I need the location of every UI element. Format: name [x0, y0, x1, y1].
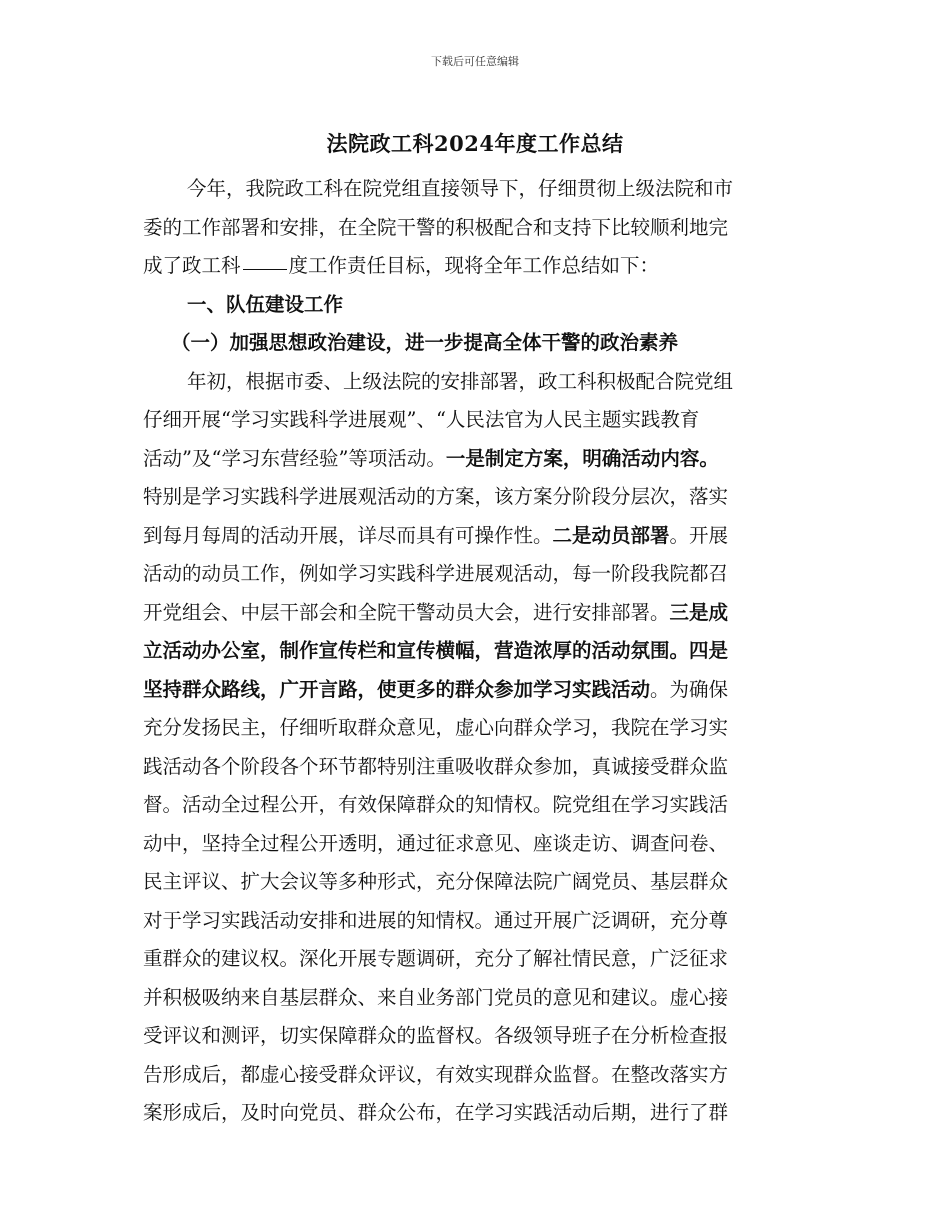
body-line-8: [143, 632, 810, 671]
intro-text-2: 委的工作部署和安排，在全院干警的积极配合和支持下比较顺利地完: [143, 215, 729, 239]
body-line-1: [143, 363, 810, 402]
body-line-10: [143, 709, 810, 748]
body-text-10: 充分发扬民主，仔细听取群众意见，虚心向群众学习，我院在学习实: [143, 716, 729, 739]
body-text-5c: 。开展: [669, 523, 729, 547]
body-text-11: 践活动各个阶段各个环节都特别注重吸收群众参加，真诚接受群众监: [143, 754, 729, 778]
subsection-heading-text: （一）加强思想政治建设，进一步提高全体干警的政治素养: [171, 331, 679, 354]
body-line-13: [143, 825, 810, 864]
section-heading-1: [143, 286, 810, 325]
body-emphasis-2: 二是动员部署: [552, 523, 670, 547]
body-line-15: [143, 902, 810, 941]
body-line-16: [143, 940, 810, 979]
body-text-15: 对于学习实践活动安排和进展的知情权。通过开展广泛调研，充分尊: [143, 908, 729, 932]
body-text-18: 受评议和测评，切实保障群众的监督权。各级领导班子在分析检查报: [143, 1024, 729, 1047]
body-text-2: 仔细开展“学习实践科学进展观”、“人民法官为人民主题实践教育: [143, 408, 700, 431]
body-line-18: [143, 1017, 810, 1056]
body-text-9b: 。为确保: [650, 677, 729, 701]
intro-text-3b: 度工作责任目标，现将全年工作总结如下：: [288, 254, 660, 277]
subsection-heading-1: [143, 324, 810, 363]
body-line-6: [143, 555, 810, 594]
body-text-6: 活动的动员工作，例如学习实践科学进展观活动，每一阶段我院都召: [143, 562, 729, 585]
page-header-note: 下载后可任意编辑: [431, 55, 519, 68]
body-line-3: [143, 440, 810, 479]
body-emphasis-1: 一是制定方案，明确活动内容。: [445, 446, 719, 470]
body-text-4: 特别是学习实践科学进展观活动的方案，该方案分阶段分层次，落实: [143, 485, 729, 508]
body-emphasis-3: 三是成: [669, 600, 729, 624]
body-line-17: [143, 979, 810, 1018]
body-line-12: [143, 786, 810, 825]
intro-text-1: 今年，我院政工科在院党组直接领导下，仔细贯彻上级法院和市: [187, 177, 734, 200]
body-text-20: 案形成后，及时向党员、群众公布，在学习实践活动后期，进行了群: [143, 1101, 729, 1124]
body-line-14: [143, 863, 810, 902]
body-line-2: [143, 401, 810, 440]
intro-line-3: [143, 247, 810, 286]
body-line-19: [143, 1056, 810, 1095]
document-title: 法院政工科2024年度工作总结: [326, 131, 624, 156]
body-line-7: [143, 594, 810, 633]
body-emphasis-4: 立活动办公室，制作宣传栏和宣传横幅，营造浓厚的活动氛围。四是: [143, 639, 729, 662]
body-line-4: [143, 478, 810, 517]
body-line-20: [143, 1094, 810, 1133]
section-heading-text: 一、队伍建设工作: [187, 292, 344, 316]
body-text-19: 告形成后，都虚心接受群众评议，有效实现群众监督。在整改落实方: [143, 1062, 729, 1086]
body-emphasis-5: 坚持群众路线，广开言路，使更多的群众参加学习实践活动: [143, 677, 651, 701]
body-text-1: 年初，根据市委、上级法院的安排部署，政工科积极配合院党组: [187, 369, 734, 393]
body-text-7a: 开党组会、中层干部会和全院干警动员大会，进行安排部署。: [143, 600, 670, 624]
body-text-12: 督。活动全过程公开，有效保障群众的知情权。院党组在学习实践活: [143, 793, 729, 816]
document-body: [143, 170, 810, 1133]
body-text-5a: 到每月每周的活动开展，详尽而具有可操作性。: [143, 523, 553, 547]
intro-text-3a: 成了政工科: [143, 254, 241, 277]
body-line-9: [143, 671, 810, 710]
body-line-5: [143, 517, 810, 556]
intro-line-1: [143, 170, 810, 209]
intro-line-2: [143, 209, 810, 248]
body-text-17: 并积极吸纳来自基层群众、来自业务部门党员的意见和建议。虚心接: [143, 985, 729, 1009]
body-text-13: 动中，坚持全过程公开透明，通过征求意见、座谈走访、调查问卷、: [143, 831, 729, 855]
body-line-11: [143, 748, 810, 787]
blank-underline: [243, 247, 287, 270]
body-text-3a: 活动”及“学习东营经验”等项活动。: [143, 446, 446, 470]
body-text-14: 民主评议、扩大会议等多种形式，充分保障法院广阔党员、基层群众: [143, 870, 729, 893]
body-text-16: 重群众的建议权。深化开展专题调研，充分了解社情民意，广泛征求: [143, 947, 729, 970]
